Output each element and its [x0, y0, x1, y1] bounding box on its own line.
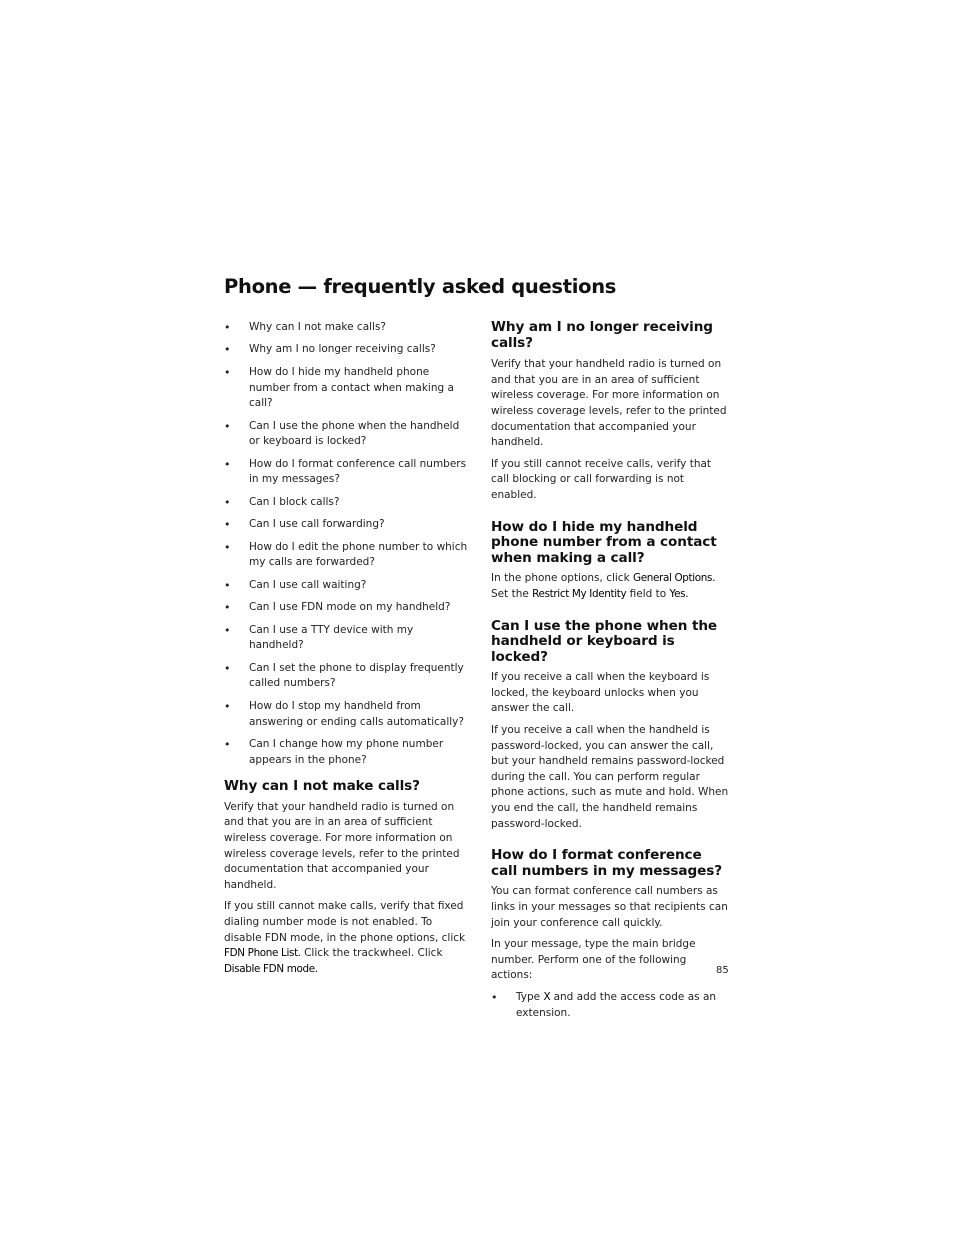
yes-option: Yes.: [669, 587, 689, 600]
bullet-icon: •: [224, 601, 231, 615]
faq-list-item: • Can I change how my phone number appears in the phone?: [224, 738, 444, 766]
conference-paragraph-2: In your message, type the main bridge number. Perform one of the following actions:: [491, 938, 696, 982]
locked-paragraph-1: If you receive a call when the keyboard is locked, the keyboard unlocks when you answer the call.: [491, 671, 710, 715]
list-item: • Type X and add the access code as an extension.: [491, 990, 717, 1019]
faq-list-item: • Can I block calls?: [224, 495, 340, 509]
faq-list-item: • How do I hide my handheld phone number from a contact when making a call?: [224, 365, 454, 410]
x-key-label: X: [543, 990, 551, 1003]
left-column: [224, 320, 468, 977]
restrict-my-identity-field: Restrict My Identity: [532, 587, 627, 600]
bullet-icon: •: [224, 365, 231, 379]
not-receiving-paragraph-1: Verify that your handheld radio is turned on and that you are in an area of sufficient wireless coverage. For more information on wireless coverage levels, refer to the printed documentation that accompanied your handheld.: [491, 358, 727, 449]
bullet-icon: •: [224, 540, 231, 554]
faq-list-item: • Can I set the phone to display frequently called numbers?: [224, 661, 464, 690]
faq-list-item: • How do I format conference call numbers in my messages?: [224, 457, 467, 486]
faq-list-item: • Can I use the phone when the handheld or keyboard is locked?: [224, 419, 460, 448]
page-title: Phone — frequently asked questions: [224, 275, 617, 298]
faq-list-item: • Can I use call waiting?: [224, 578, 367, 592]
faq-list-item: • Why can I not make calls?: [224, 321, 387, 334]
general-options-menu-item: General Options.: [633, 572, 716, 585]
right-column: [491, 320, 731, 1028]
bullet-icon: •: [224, 578, 231, 592]
disable-fdn-mode-menu-item: Disable FDN mode.: [224, 962, 318, 975]
faq-list-item: • How do I stop my handheld from answering or ending calls automatically?: [224, 699, 464, 728]
fdn-phone-list-menu-item: FDN Phone List.: [224, 947, 301, 960]
bullet-icon: •: [224, 699, 231, 713]
cannot-make-calls-paragraph-1: Verify that your handheld radio is turned on and that you are in an area of sufficient wireless coverage. For more information on wireless coverage levels, refer to the printed documentation that accompanied your handheld.: [224, 800, 460, 891]
faq-list: [224, 320, 468, 768]
faq-list-item: • Why am I no longer receiving calls?: [224, 343, 436, 357]
conference-paragraph-1: You can format conference call numbers as links in your messages so that recipients can join your conference call quickly.: [491, 885, 728, 929]
faq-list-item: • Can I use FDN mode on my handheld?: [224, 601, 451, 615]
locked-paragraph-2: If you receive a call when the handheld is password-locked, you can answer the call, but your handheld remains password-locked during the call. You can perform regular phone actions, such as mute and hold. When you end the call, the handheld remains password-locked.: [491, 724, 729, 830]
section-heading-conference: How do I format conference call numbers in my messages?: [491, 847, 722, 879]
not-receiving-paragraph-2: If you still cannot receive calls, verify that call blocking or call forwarding is not enabled.: [491, 457, 712, 501]
section-heading-hide-number: How do I hide my handheld phone number from a contact when making a call?: [491, 518, 717, 566]
page-number: 85: [716, 965, 729, 976]
bullet-icon: •: [224, 419, 231, 433]
bullet-icon: •: [224, 343, 231, 357]
bullet-icon: •: [224, 661, 231, 675]
conference-actions-list: [491, 990, 731, 1021]
hide-number-paragraph: In the phone options, click General Options. Set the Restrict My Identity field to Yes.: [491, 572, 716, 600]
cannot-make-calls-paragraph-2: If you still cannot make calls, verify that fixed dialing number mode is not enabled. To disable FDN mode, in the phone options, click FDN Phone List. Click the trackwheel. Click Disable FDN mode.: [224, 900, 466, 975]
bullet-icon: •: [224, 623, 231, 637]
section-heading-not-receiving-calls: Why am I no longer receiving calls?: [491, 319, 713, 351]
bullet-icon: •: [224, 738, 231, 752]
section-heading-cannot-make-calls: Why can I not make calls?: [224, 778, 420, 795]
bullet-icon: •: [224, 495, 231, 509]
faq-list-item: • How do I edit the phone number to which my calls are forwarded?: [224, 540, 468, 569]
faq-list-item: • Can I use call forwarding?: [224, 518, 385, 532]
section-heading-locked: Can I use the phone when the handheld or keyboard is locked?: [491, 617, 718, 665]
faq-list-item: • Can I use a TTY device with my handheld?: [224, 623, 414, 652]
bullet-icon: •: [224, 457, 231, 471]
bullet-icon: •: [224, 518, 231, 532]
bullet-icon: •: [224, 321, 231, 334]
bullet-icon: •: [491, 990, 498, 1004]
